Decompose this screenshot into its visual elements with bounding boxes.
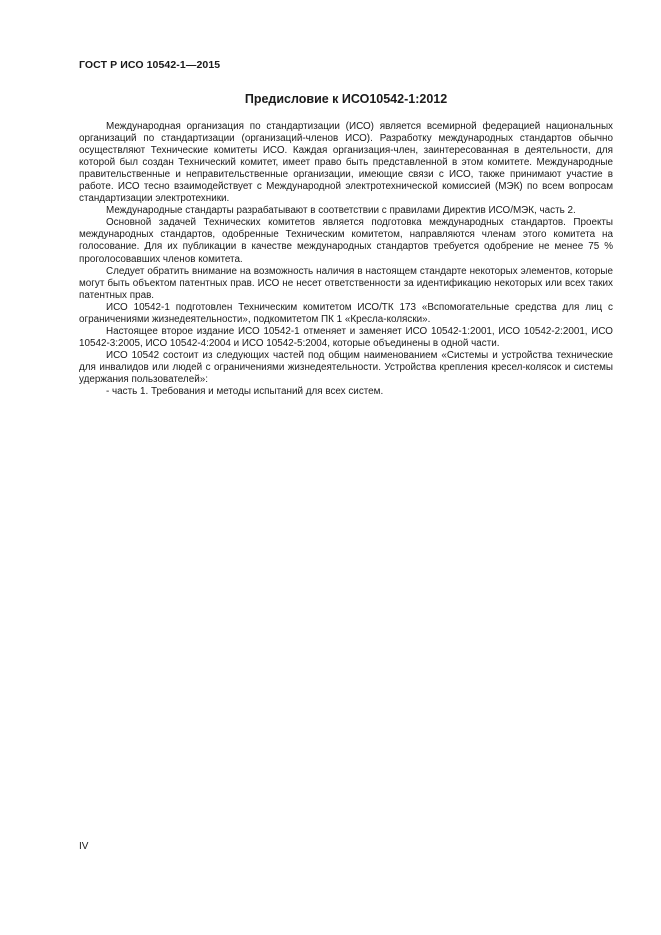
document-header: ГОСТ Р ИСО 10542-1—2015 xyxy=(79,59,221,71)
paragraph-parts: ИСО 10542 состоит из следующих частей под общим наименованием «Системы и устройства технические для инвалидов или людей с ограничениями жизнедеятельности. Устройства крепления кресел-колясок и системы удержания пользователей»: xyxy=(79,349,613,385)
paragraph-prepared-by: ИСО 10542-1 подготовлен Техническим комитетом ИСО/ТК 173 «Вспомогательные средства для лиц с ограничениями жизнедеятельности», подкомитетом ПК 1 «Кресла-коляски». xyxy=(79,301,613,325)
paragraph-part-1: - часть 1. Требования и методы испытаний для всех систем. xyxy=(106,386,384,398)
paragraph-second-edition: Настоящее второе издание ИСО 10542-1 отменяет и заменяет ИСО 10542-1:2001, ИСО 10542-2:2001, ИСО 10542-3:2005, ИСО 10542-4:2004 и ИСО 10542-5:2004, которые объединены в одной части. xyxy=(79,325,613,349)
paragraph-technical-committees: Основной задачей Технических комитетов является подготовка международных стандартов. Проекты международных стандартов, одобренные Техническим комитетом, направляются членам этого комитета на голосование. Для их публикации в качестве международных стандартов требуется одобрение не менее 75 % проголосовавших членов комитета. xyxy=(79,217,613,265)
paragraph-patent-rights: Следует обратить внимание на возможность наличия в настоящем стандарте некоторых элементов, которые могут быть объектом патентных прав. ИСО не несет ответственности за идентификацию некоторых или всех таких патентных прав. xyxy=(79,265,613,301)
paragraph-iso-organization: Международная организация по стандартизации (ИСО) является всемирной федерацией национальных организаций по стандартизации (организаций-членов ИСО). Разработку международных стандартов обычно осуществляют Технические комитеты ИСО. Каждая организация-член, заинтересованная в деятельности, для которой был создан Технический комитет, имеет право быть представленной в этом комитете. Международные правительственные и неправительственные организации, имеющие связи с ИСО, также принимают участие в работе. ИСО тесно взаимодействует с Международной электротехнической комиссией (МЭК) по всем вопросам стандартизации электротехники. xyxy=(79,121,613,205)
paragraph-directives: Международные стандарты разрабатывают в соответствии с правилами Директив ИСО/МЭК, часть 2. xyxy=(106,205,576,217)
foreword-body xyxy=(79,121,613,398)
section-title: Предисловие к ИСО10542-1:2012 xyxy=(244,92,448,106)
page-number: IV xyxy=(79,841,89,852)
